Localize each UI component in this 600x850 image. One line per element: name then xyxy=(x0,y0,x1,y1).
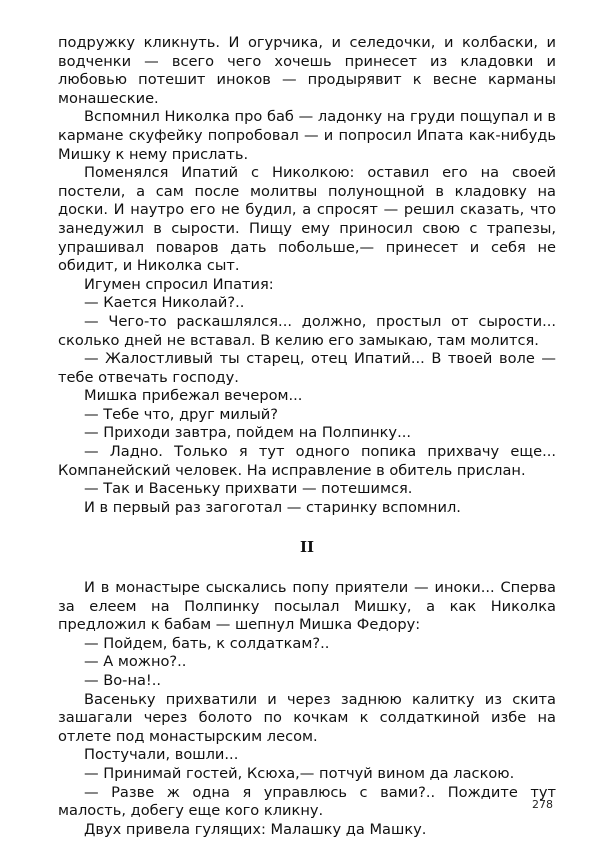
paragraph: Двух привела гулящих: Малашку да Машку. xyxy=(84,820,427,838)
paragraph: — Во-на!.. xyxy=(84,672,162,689)
paragraph: — Разве ж одна я управлюсь с вами?.. Пождите тут малость, добегу еще кого кликну. xyxy=(58,783,556,820)
paragraph: — Ладно. Только я тут одного попика прихвачу еще... Компанейский человек. На исправление в обитель прислан. xyxy=(58,443,556,479)
paragraph: подружку кликнуть. И огурчика, и селедочки, и колбаски, и водченки — всего чего хочешь принесет из кладовки и любовью потешит иноков — продырявит к весне карманы монашеские. xyxy=(58,34,556,107)
paragraph: И в первый раз загоготал — старинку вспомнил. xyxy=(84,498,461,516)
page-number: 278 xyxy=(532,798,553,811)
paragraph: Васеньку прихватили и через заднюю калитку из скита зашагали через болото по кочкам к солдаткиной избе на отлете под монастырским лесом. xyxy=(58,690,556,745)
body-text xyxy=(58,34,556,839)
section-heading: II xyxy=(299,538,315,557)
paragraph: — Приходи завтра, пойдем на Полпинку... xyxy=(84,424,411,442)
paragraph: — Тебе что, друг милый? xyxy=(84,405,278,423)
paragraph: — Чего-то раскашлялся... должно, простыл от сырости... сколько дней не вставал. В келию его замыкаю, там молится. xyxy=(58,312,556,349)
paragraph: Игумен спросил Ипатия: xyxy=(84,275,274,293)
paragraph: Мишка прибежал вечером... xyxy=(84,387,303,405)
paragraph: — Жалостливый ты старец, отец Ипатий... В твоей воле — тебе отвечать господу. xyxy=(58,350,556,386)
paragraph: И в монастыре сыскались попу приятели — иноки... Сперва за елеем на Полпинку посылал Мишку, а как Николка предложил к бабам — шепнул Мишка Федору: xyxy=(58,579,556,634)
paragraph: Вспомнил Николка про баб — ладонку на груди пощупал и в кармане скуфейку попробовал — и попросил Ипата как-нибудь Мишку к нему прислать. xyxy=(58,108,556,163)
paragraph: — Принимай гостей, Ксюха,— потчуй вином да ласкою. xyxy=(84,764,515,782)
paragraph: — Кается Николай?.. xyxy=(84,294,245,312)
paragraph: Поменялся Ипатий с Николкою: оставил его на своей постели, а сам после молитвы полунощной в кладовку на доски. И наутро его не будил, а спросят — решил сказать, что занедужил в сырости. Пищу ему приносил свою с трапезы, упрашивал поваров дать побольше,— принесет и себя не обидит, и Николка сыт. xyxy=(58,164,556,275)
paragraph: Постучали, вошли... xyxy=(84,746,239,764)
paragraph: — А можно?.. xyxy=(84,653,187,671)
paragraph: — Так и Васеньку прихвати — потешимся. xyxy=(84,480,413,498)
paragraph: — Пойдем, бать, к солдаткам?.. xyxy=(84,634,330,652)
